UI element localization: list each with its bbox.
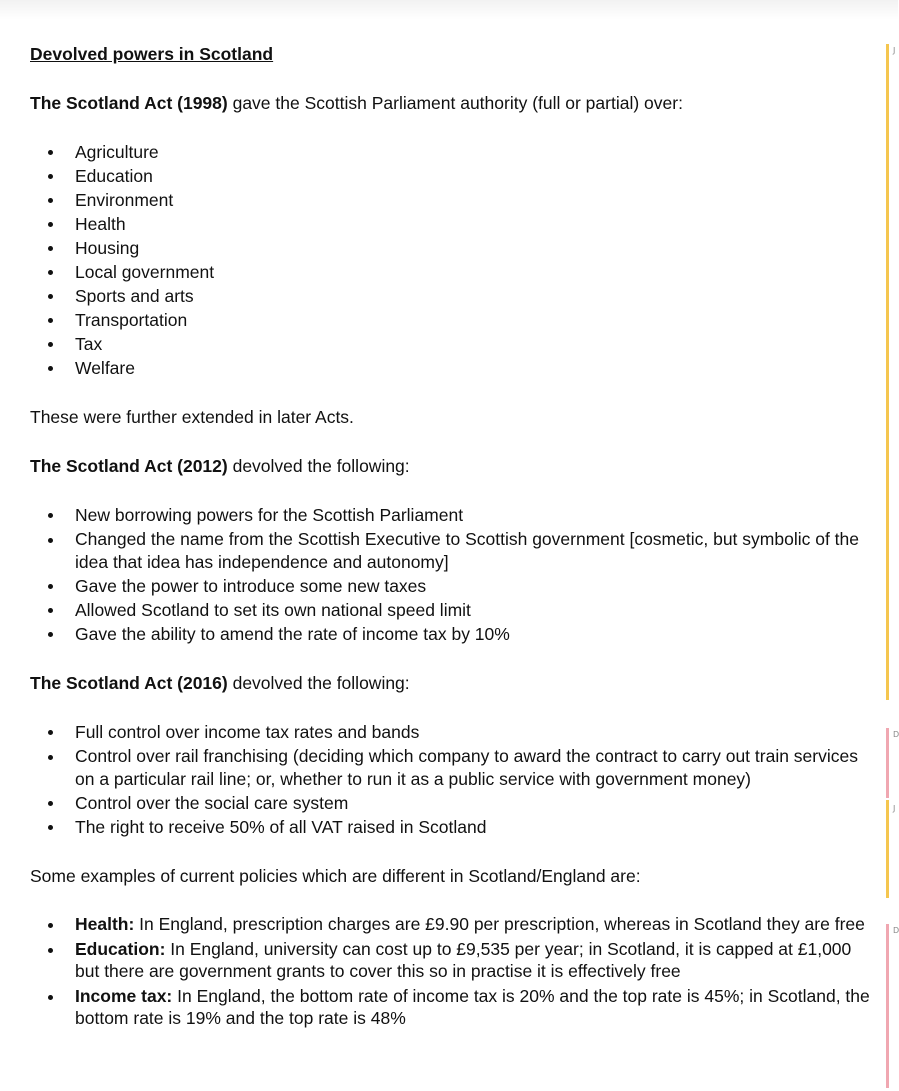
example-text: In England, the bottom rate of income tax is 20% and the top rate is 45%; in Scotland, the bottom rate is 19% and the top rate is 48% xyxy=(75,985,870,1028)
comment-marker[interactable]: J xyxy=(893,804,896,813)
example-item-health xyxy=(30,913,878,936)
act-2012-name: The Scotland Act (2012) xyxy=(30,456,228,476)
list-2012 xyxy=(30,503,878,646)
list-item: Education xyxy=(30,164,878,188)
comment-bar[interactable] xyxy=(886,924,889,1088)
list-item: Agriculture xyxy=(30,140,878,164)
list-item: Environment xyxy=(30,188,878,212)
list-item: Gave the ability to amend the rate of income tax by 10% xyxy=(30,622,878,646)
list-2016 xyxy=(30,720,878,839)
list-1998 xyxy=(30,140,878,380)
list-item: Changed the name from the Scottish Executive to Scottish government [cosmetic, but symbolic of the idea that idea has independence and autonomy] xyxy=(30,528,878,573)
comment-bar[interactable] xyxy=(886,44,889,700)
example-label: Income tax: xyxy=(75,985,173,1006)
list-item: Control over the social care system xyxy=(30,791,878,815)
list-item: Local government xyxy=(30,260,878,284)
toolbar-shadow xyxy=(0,0,898,20)
list-item: Welfare xyxy=(30,356,878,380)
act-2012-intro xyxy=(30,454,878,478)
extended-note: These were further extended in later Acts. xyxy=(30,407,354,427)
example-item-income-tax xyxy=(30,985,878,1030)
example-item-education xyxy=(30,938,878,983)
act-2012-text: devolved the following: xyxy=(227,456,410,476)
list-item: Transportation xyxy=(30,308,878,332)
comment-marker[interactable]: D xyxy=(893,926,899,935)
page-title: Devolved powers in Scotland xyxy=(30,44,274,64)
example-text: In England, university can cost up to £9,535 per year; in Scotland, it is capped at £1,000 but there are government grants to cover this so in practise it is effectively free xyxy=(75,938,852,981)
comment-marker[interactable]: D xyxy=(893,730,899,739)
act-1998-intro xyxy=(30,91,878,115)
comment-bar[interactable] xyxy=(886,728,889,798)
example-label: Education: xyxy=(75,938,166,959)
example-label: Health: xyxy=(75,914,135,934)
list-item: Allowed Scotland to set its own national speed limit xyxy=(30,598,878,622)
list-item: Tax xyxy=(30,332,878,356)
act-2016-text: devolved the following: xyxy=(227,673,410,693)
example-text: In England, prescription charges are £9.90 per prescription, whereas in Scotland they are free xyxy=(134,914,865,934)
list-item: Housing xyxy=(30,236,878,260)
act-2016-name: The Scotland Act (2016) xyxy=(30,673,228,693)
comment-marker[interactable]: J xyxy=(893,46,896,55)
act-1998-text: gave the Scottish Parliament authority (full or partial) over: xyxy=(227,93,683,113)
act-1998-name: The Scotland Act (1998) xyxy=(30,93,228,113)
examples-intro: Some examples of current policies which are different in Scotland/England are: xyxy=(30,866,641,886)
list-item: Sports and arts xyxy=(30,284,878,308)
list-item: The right to receive 50% of all VAT raised in Scotland xyxy=(30,815,878,839)
list-item: New borrowing powers for the Scottish Parliament xyxy=(30,503,878,527)
list-item: Full control over income tax rates and bands xyxy=(30,720,878,744)
comment-bar[interactable] xyxy=(886,800,889,898)
list-item: Control over rail franchising (deciding which company to award the contract to carry out train services on a particular rail line; or, whether to run it as a public service with government money) xyxy=(30,745,878,790)
document-body xyxy=(30,42,878,1055)
list-item: Gave the power to introduce some new taxes xyxy=(30,574,878,598)
examples-list xyxy=(30,913,878,1030)
act-2016-intro xyxy=(30,671,878,695)
list-item: Health xyxy=(30,212,878,236)
